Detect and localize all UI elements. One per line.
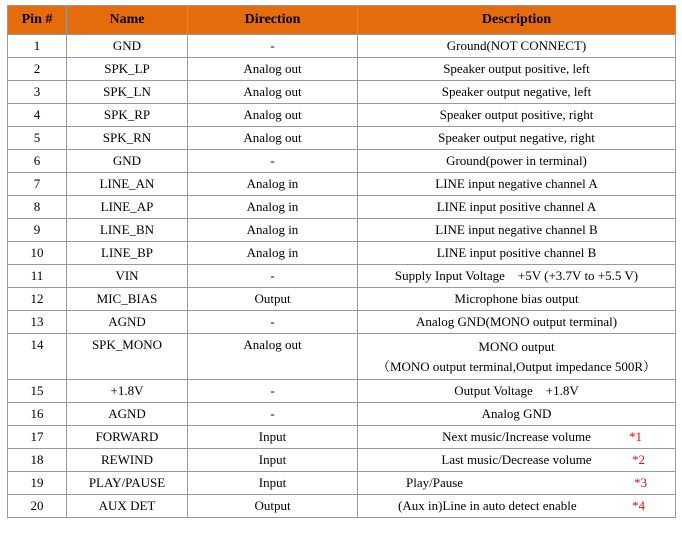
direction-cell: - (188, 35, 358, 58)
description-text: Play/Pause (406, 475, 464, 490)
description-cell: LINE input positive channel B (358, 242, 676, 265)
direction-cell: Output (188, 495, 358, 518)
description-cell: Ground(NOT CONNECT) (358, 35, 676, 58)
table-row (8, 449, 676, 472)
name-cell: GND (67, 35, 188, 58)
direction-cell: - (188, 380, 358, 403)
description-cell: Speaker output negative, left (358, 81, 676, 104)
direction-cell: Analog out (188, 81, 358, 104)
table-row (8, 35, 676, 58)
direction-cell: - (188, 403, 358, 426)
table-row (8, 150, 676, 173)
direction-cell: Analog in (188, 173, 358, 196)
pin-cell: 19 (8, 472, 67, 495)
direction-cell: Analog out (188, 127, 358, 150)
header-pin: Pin # (8, 6, 67, 35)
pin-cell: 13 (8, 311, 67, 334)
name-cell: SPK_MONO (67, 334, 188, 380)
footnote-marker: *1 (629, 429, 642, 444)
description-text: (Aux in)Line in auto detect enable (398, 498, 577, 513)
table-row (8, 403, 676, 426)
name-cell: GND (67, 150, 188, 173)
description-cell: Analog GND(MONO output terminal) (358, 311, 676, 334)
description-cell: Supply Input Voltage +5V (+3.7V to +5.5 V) (358, 265, 676, 288)
description-cell: Ground(power in terminal) (358, 150, 676, 173)
pin-cell: 18 (8, 449, 67, 472)
header-name: Name (67, 6, 188, 35)
name-cell: PLAY/PAUSE (67, 472, 188, 495)
name-cell: LINE_BP (67, 242, 188, 265)
pin-cell: 8 (8, 196, 67, 219)
table-row (8, 265, 676, 288)
table-row (8, 219, 676, 242)
description-cell (358, 495, 676, 518)
footnote-marker: *2 (632, 452, 645, 467)
pin-cell: 11 (8, 265, 67, 288)
table-row (8, 104, 676, 127)
table-row (8, 127, 676, 150)
header-row (8, 6, 676, 35)
description-cell (358, 472, 676, 495)
name-cell: AGND (67, 311, 188, 334)
pin-cell: 15 (8, 380, 67, 403)
table-row (8, 426, 676, 449)
description-cell: LINE input negative channel B (358, 219, 676, 242)
pin-cell: 10 (8, 242, 67, 265)
table-row (8, 334, 676, 380)
description-cell (358, 449, 676, 472)
name-cell: LINE_BN (67, 219, 188, 242)
footnote-marker: *4 (632, 498, 645, 513)
name-cell: AGND (67, 403, 188, 426)
name-cell: LINE_AP (67, 196, 188, 219)
description-text: Last music/Decrease volume (441, 452, 592, 467)
name-cell: SPK_LN (67, 81, 188, 104)
direction-cell: Analog out (188, 334, 358, 380)
description-cell: Microphone bias output (358, 288, 676, 311)
pin-cell: 6 (8, 150, 67, 173)
direction-cell: Input (188, 472, 358, 495)
pin-cell: 7 (8, 173, 67, 196)
pin-cell: 14 (8, 334, 67, 380)
name-cell: VIN (67, 265, 188, 288)
table-row (8, 81, 676, 104)
name-cell: MIC_BIAS (67, 288, 188, 311)
name-cell: REWIND (67, 449, 188, 472)
direction-cell: Output (188, 288, 358, 311)
direction-cell: Analog in (188, 196, 358, 219)
description-cell: LINE input positive channel A (358, 196, 676, 219)
name-cell: AUX DET (67, 495, 188, 518)
description-cell (358, 334, 676, 380)
description-cell: Speaker output positive, left (358, 58, 676, 81)
description-line-2: （MONO output terminal,Output impedance 500R） (376, 358, 657, 374)
description-cell: LINE input negative channel A (358, 173, 676, 196)
description-cell: Output Voltage +1.8V (358, 380, 676, 403)
pin-cell: 4 (8, 104, 67, 127)
description-line-1: MONO output (478, 338, 555, 354)
name-cell: SPK_LP (67, 58, 188, 81)
description-cell (358, 426, 676, 449)
direction-cell: - (188, 265, 358, 288)
direction-cell: - (188, 150, 358, 173)
table-row (8, 242, 676, 265)
description-cell: Speaker output positive, right (358, 104, 676, 127)
table-row (8, 380, 676, 403)
direction-cell: Input (188, 426, 358, 449)
header-direction: Direction (188, 6, 358, 35)
pin-cell: 16 (8, 403, 67, 426)
direction-cell: Analog in (188, 219, 358, 242)
direction-cell: Analog out (188, 58, 358, 81)
table-row (8, 495, 676, 518)
pin-cell: 12 (8, 288, 67, 311)
footnote-marker: *3 (634, 475, 647, 490)
header-description: Description (358, 6, 676, 35)
pin-cell: 3 (8, 81, 67, 104)
description-cell: Analog GND (358, 403, 676, 426)
table-row (8, 196, 676, 219)
pin-cell: 17 (8, 426, 67, 449)
pin-table (7, 5, 676, 518)
direction-cell: Input (188, 449, 358, 472)
direction-cell: Analog out (188, 104, 358, 127)
table-row (8, 311, 676, 334)
name-cell: LINE_AN (67, 173, 188, 196)
name-cell: +1.8V (67, 380, 188, 403)
pin-cell: 9 (8, 219, 67, 242)
description-text: Next music/Increase volume (442, 429, 591, 444)
pin-cell: 2 (8, 58, 67, 81)
name-cell: SPK_RP (67, 104, 188, 127)
direction-cell: - (188, 311, 358, 334)
table-row (8, 472, 676, 495)
table-row (8, 173, 676, 196)
description-cell: Speaker output negative, right (358, 127, 676, 150)
name-cell: SPK_RN (67, 127, 188, 150)
pin-cell: 1 (8, 35, 67, 58)
table-row (8, 58, 676, 81)
name-cell: FORWARD (67, 426, 188, 449)
table-row (8, 288, 676, 311)
pin-cell: 20 (8, 495, 67, 518)
direction-cell: Analog in (188, 242, 358, 265)
pin-cell: 5 (8, 127, 67, 150)
